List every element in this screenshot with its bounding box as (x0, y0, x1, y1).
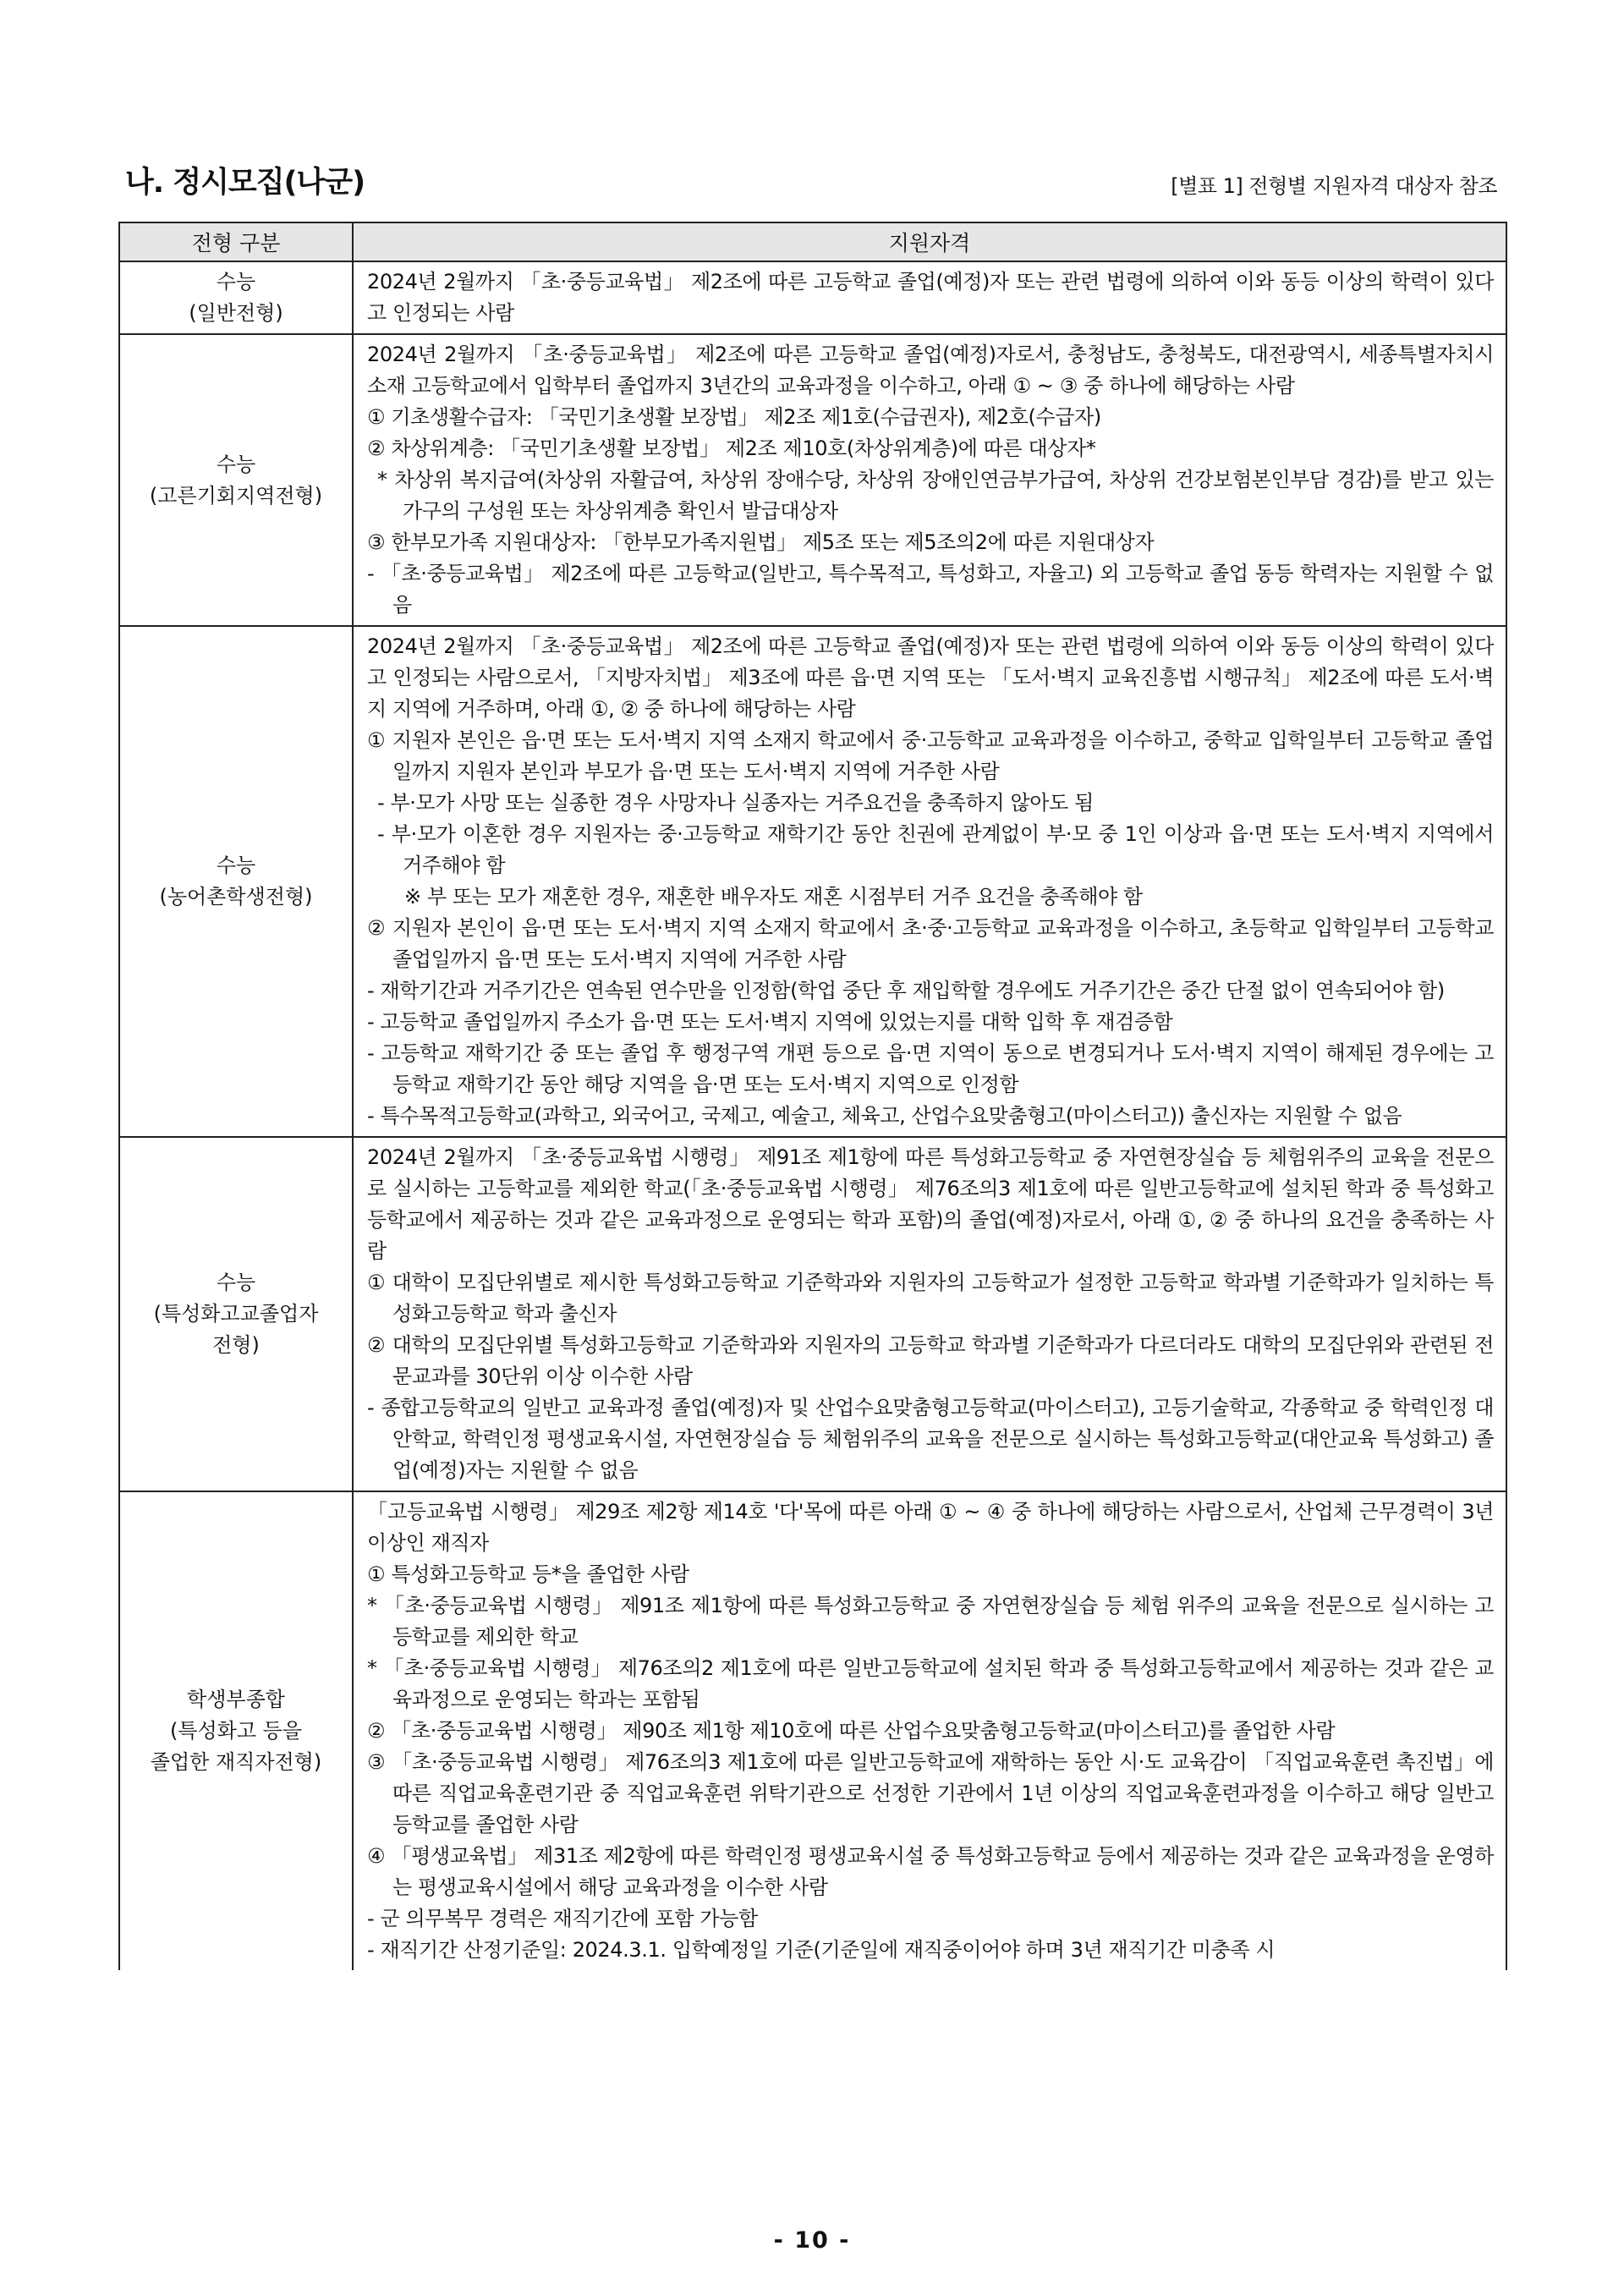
qualification-line: ③ 「초·중등교육법 시행령」 제76조의3 제1호에 따른 일반고등학교에 재학하는 동안 시·도 교육감이 「직업교육훈련 촉진법」에 따른 직업교육훈련기관 중 직업교육훈련 위탁기관으로 선정한 기관에서 1년 이상의 직업교육훈련과정을 이수하고 해당 일반고등학교를 졸업한 사람 (367, 1750, 1494, 1837)
qualification-cell (353, 334, 1506, 626)
table-row (119, 626, 1506, 1137)
category-line: 학생부종합 (187, 1688, 285, 1711)
qualification-line: - 재학기간과 거주기간은 연속된 연수만을 인정함(학업 중단 후 재입학할 경우에도 거주기간은 중간 단절 없이 연속되어야 함) (367, 979, 1445, 1002)
category-line: (농어촌학생전형) (159, 885, 313, 909)
qualification-cell (353, 1137, 1506, 1491)
qualification-line: 「고등교육법 시행령」 제29조 제2항 제14호 '다'목에 따른 아래 ① ~ ④ 중 하나에 해당하는 사람으로서, 산업체 근무경력이 3년 이상인 재직자 (367, 1500, 1494, 1555)
category-line: 수능 (216, 854, 256, 877)
category-cell (119, 1137, 353, 1491)
qualification-line: ② 지원자 본인이 읍·면 또는 도서·벽지 지역 소재지 학교에서 초·중·고등학교 교육과정을 이수하고, 초등학교 입학일부터 고등학교 졸업일까지 읍·면 또는 도서·벽지 지역에 거주한 사람 (367, 916, 1494, 971)
header-category: 전형 구분 (119, 222, 353, 261)
table-row (119, 261, 1506, 334)
qualification-line: - 특수목적고등학교(과학고, 외국어고, 국제고, 예술고, 체육고, 산업수요맞춤형고(마이스터고)) 출신자는 지원할 수 없음 (367, 1104, 1402, 1128)
category-cell (119, 261, 353, 334)
table-row (119, 1137, 1506, 1491)
qualification-line: * 「초·중등교육법 시행령」 제91조 제1항에 따른 특성화고등학교 중 자연현장실습 등 체험 위주의 교육을 전문으로 실시하는 고등학교를 제외한 학교 (367, 1594, 1494, 1649)
category-line: 전형) (212, 1333, 260, 1357)
category-line: 졸업한 재직자전형) (150, 1750, 322, 1774)
qualification-line: 2024년 2월까지 「초·중등교육법 시행령」 제91조 제1항에 따른 특성화고등학교 중 자연현장실습 등 체험위주의 교육을 전문으로 실시하는 고등학교를 제외한 학교(「초·중등교육법 시행령」 제76조의3 제1호에 따른 일반고등학교에 설치된 학과 중 특성화고등학교에서 제공하는 것과 같은 교육과정으로 운영되는 학과 포함)의 졸업(예정)자로서, 아래 ①, ② 중 하나의 요건을 충족하는 사람 (367, 1145, 1494, 1263)
qualification-line: ③ 한부모가족 지원대상자: 「한부모가족지원법」 제5조 또는 제5조의2에 따른 지원대상자 (367, 530, 1155, 554)
qualification-cell (353, 1491, 1506, 1970)
qualification-line: ※ 부 또는 모가 재혼한 경우, 재혼한 배우자도 재혼 시점부터 거주 요건을 충족해야 함 (404, 885, 1143, 909)
qualification-line: ① 지원자 본인은 읍·면 또는 도서·벽지 지역 소재지 학교에서 중·고등학교 교육과정을 이수하고, 중학교 입학일부터 고등학교 졸업일까지 지원자 본인과 부모가 읍·면 또는 도서·벽지 지역에 거주한 사람 (367, 728, 1494, 783)
table-row (119, 1491, 1506, 1970)
qualification-line: ① 특성화고등학교 등*을 졸업한 사람 (367, 1562, 689, 1586)
page-number: - 10 - (773, 2227, 851, 2254)
qualification-line: ② 「초·중등교육법 시행령」 제90조 제1항 제10호에 따른 산업수요맞춤형고등학교(마이스터고)를 졸업한 사람 (367, 1719, 1336, 1743)
table-row (119, 334, 1506, 626)
qualification-line: * 차상위 복지급여(차상위 자활급여, 차상위 장애수당, 차상위 장애인연금부가급여, 차상위 건강보험본인부담 경감)를 받고 있는 가구의 구성원 또는 차상위계층 확인서 발급대상자 (377, 468, 1494, 523)
reference-note: [별표 1] 전형별 지원자격 대상자 참조 (1171, 174, 1497, 198)
table-body (119, 261, 1506, 1970)
qualification-line: - 군 의무복무 경력은 재직기간에 포함 가능함 (367, 1907, 758, 1930)
category-line: (고른기회지역전형) (149, 483, 323, 508)
category-line: 수능 (216, 270, 256, 294)
qualification-line: - 종합고등학교의 일반고 교육과정 졸업(예정)자 및 산업수요맞춤형고등학교(마이스터고), 고등기술학교, 각종학교 중 학력인정 대안학교, 학력인정 평생교육시설, 자연현장실습 등 체험위주의 교육을 전문으로 실시하는 특성화고등학교(대안교육 특성화고) 졸업(예정)자는 지원할 수 없음 (367, 1396, 1494, 1482)
qualification-line: ② 차상위계층: 「국민기초생활 보장법」 제2조 제10호(차상위계층)에 따른 대상자* (367, 436, 1096, 460)
qualification-cell (353, 626, 1506, 1137)
header-qualification: 지원자격 (353, 222, 1506, 261)
qualification-line: - 재직기간 산정기준일: 2024.3.1. 입학예정일 기준(기준일에 재직중이어야 하며 3년 재직기간 미충족 시 (367, 1938, 1276, 1962)
qualification-line: ① 기초생활수급자: 「국민기초생활 보장법」 제2조 제1호(수급권자), 제2호(수급자) (367, 405, 1101, 429)
qualification-line: ① 대학이 모집단위별로 제시한 특성화고등학교 기준학과와 지원자의 고등학교가 설정한 고등학교 학과별 기준학과가 일치하는 특성화고등학교 학과 출신자 (367, 1271, 1494, 1326)
category-line: (일반전형) (189, 301, 283, 325)
category-cell (119, 1491, 353, 1970)
qualification-line: - 부·모가 사망 또는 실종한 경우 사망자나 실종자는 거주요건을 충족하지 않아도 됨 (377, 791, 1094, 815)
category-line: (특성화고 등을 (169, 1719, 303, 1743)
category-cell (119, 334, 353, 626)
table-header-row (119, 222, 1506, 261)
qualification-line: - 부·모가 이혼한 경우 지원자는 중·고등학교 재학기간 동안 친권에 관계없이 부·모 중 1인 이상과 읍·면 또는 도서·벽지 지역에서 거주해야 함 (377, 822, 1494, 877)
category-line: (특성화고교졸업자 (153, 1302, 319, 1326)
section-title: 나. 정시모집(나군) (125, 166, 365, 200)
category-line: 수능 (216, 452, 256, 476)
qualification-line: * 「초·중등교육법 시행령」 제76조의2 제1호에 따른 일반고등학교에 설치된 학과 중 특성화고등학교에서 제공하는 것과 같은 교육과정으로 운영되는 학과는 포함됨 (367, 1656, 1494, 1711)
category-cell (119, 626, 353, 1137)
qualification-cell (353, 261, 1506, 334)
qualification-line: 2024년 2월까지 「초·중등교육법」 제2조에 따른 고등학교 졸업(예정)자로서, 충청남도, 충청북도, 대전광역시, 세종특별자치시 소재 고등학교에서 입학부터 졸업까지 3년간의 교육과정을 이수하고, 아래 ① ~ ③ 중 하나에 해당하는 사람 (367, 343, 1494, 398)
qualification-line: ④ 「평생교육법」 제31조 제2항에 따른 학력인정 평생교육시설 중 특성화고등학교 등에서 제공하는 것과 같은 교육과정을 운영하는 평생교육시설에서 해당 교육과정을 이수한 사람 (367, 1844, 1494, 1899)
qualification-line: - 고등학교 재학기간 중 또는 졸업 후 행정구역 개편 등으로 읍·면 지역이 동으로 변경되거나 도서·벽지 지역이 해제된 경우에는 고등학교 재학기간 동안 해당 지역을 읍·면 또는 도서·벽지 지역으로 인정함 (367, 1041, 1494, 1096)
qualification-line: 2024년 2월까지 「초·중등교육법」 제2조에 따른 고등학교 졸업(예정)자 또는 관련 법령에 의하여 이와 동등 이상의 학력이 있다고 인정되는 사람으로서, 「지방자치법」 제3조에 따른 읍·면 지역 또는 「도서·벽지 교육진흥법 시행규칙」 제2조에 따른 도서·벽지 지역에 거주하며, 아래 ①, ② 중 하나에 해당하는 사람 (367, 634, 1494, 721)
qualification-line: - 「초·중등교육법」 제2조에 따른 고등학교(일반고, 특수목적고, 특성화고, 자율고) 외 고등학교 졸업 동등 학력자는 지원할 수 없음 (367, 562, 1494, 617)
qualification-line: 2024년 2월까지 「초·중등교육법」 제2조에 따른 고등학교 졸업(예정)자 또는 관련 법령에 의하여 이와 동등 이상의 학력이 있다고 인정되는 사람 (367, 270, 1494, 325)
eligibility-table (118, 222, 1507, 1970)
category-line: 수능 (216, 1271, 256, 1294)
qualification-line: - 고등학교 졸업일까지 주소가 읍·면 또는 도서·벽지 지역에 있었는지를 대학 입학 후 재검증함 (367, 1010, 1173, 1034)
qualification-line: ② 대학의 모집단위별 특성화고등학교 기준학과와 지원자의 고등학교 학과별 기준학과가 다르더라도 대학의 모집단위와 관련된 전문교과를 30단위 이상 이수한 사람 (367, 1333, 1494, 1388)
